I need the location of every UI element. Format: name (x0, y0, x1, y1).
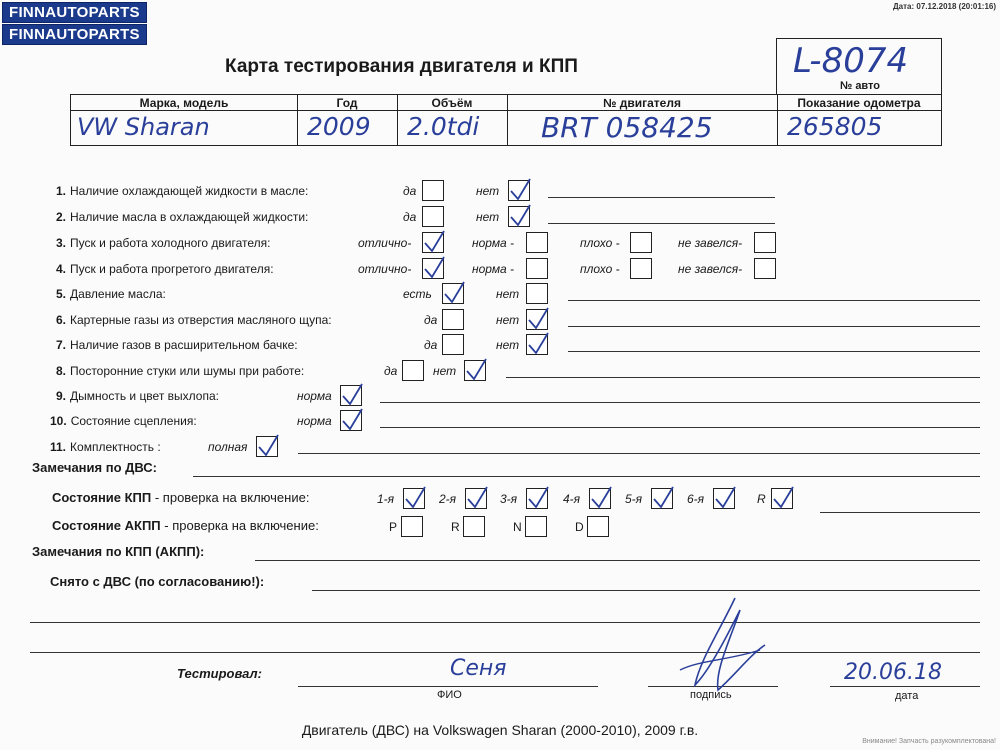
option-checkbox[interactable] (442, 283, 464, 304)
akpp-gear-checkbox[interactable] (587, 516, 609, 537)
option-checkbox[interactable] (508, 206, 530, 227)
kpp-row-label (52, 490, 309, 505)
check-label (56, 262, 274, 276)
option-checkbox[interactable] (526, 309, 548, 330)
option-checkbox[interactable] (422, 258, 444, 279)
notes-line[interactable] (568, 300, 980, 301)
option-checkbox[interactable] (422, 232, 444, 253)
option-label: норма (297, 414, 332, 428)
option-label: да (403, 210, 417, 224)
akpp-gear-checkbox[interactable] (525, 516, 547, 537)
check-text: Дымность и цвет выхлопа: (70, 389, 219, 403)
option-checkbox[interactable] (402, 360, 424, 381)
check-text: Состояние сцепления: (70, 414, 197, 428)
value-engine-number: BRT 058425 (541, 111, 713, 144)
check-text: Пуск и работа холодного двигателя: (70, 236, 271, 250)
check-label (56, 210, 308, 224)
check-text: Пуск и работа прогретого двигателя: (70, 262, 274, 276)
kpp-gear-label: 5-я (625, 492, 643, 506)
check-number: 4. (56, 262, 67, 276)
kpp-gear-checkbox[interactable] (651, 488, 673, 509)
option-label: отлично- (358, 262, 412, 276)
option-label: да (424, 338, 438, 352)
option-checkbox[interactable] (526, 232, 548, 253)
kpp-gear-label: 6-я (687, 492, 705, 506)
check-label (56, 287, 166, 301)
car-number-label: № авто (840, 80, 881, 92)
check-mark-icon (404, 489, 426, 511)
kpp-gear-label: 1-я (377, 492, 395, 506)
option-checkbox[interactable] (526, 283, 548, 304)
car-number: L-8074 (793, 41, 909, 81)
remarks-engine-line[interactable] (193, 476, 980, 477)
remarks-kpp-label: Замечания по КПП (АКПП): (32, 544, 205, 559)
kpp-gear-checkbox[interactable] (771, 488, 793, 509)
check-mark-icon (527, 335, 549, 357)
signature-scribble (660, 590, 780, 700)
akpp-label: Состояние АКПП (52, 518, 161, 533)
date-label: дата (895, 690, 919, 702)
value-year: 2009 (307, 112, 371, 141)
check-text: Наличие масла в охлаждающей жидкости: (70, 210, 309, 224)
remarks-engine-label: Замечания по ДВС: (32, 460, 157, 475)
tested-label: Тестировал: (177, 666, 262, 681)
kpp-line[interactable] (820, 512, 980, 513)
check-mark-icon (341, 411, 363, 433)
header-engine-number: № двигателя (603, 96, 681, 110)
option-label: нет (476, 184, 500, 198)
check-number: 5. (56, 287, 67, 301)
signature-label: подпись (690, 689, 732, 701)
removed-line[interactable] (312, 590, 980, 591)
akpp-gear-label: D (575, 520, 584, 534)
check-text: Наличие охлаждающей жидкости в масле: (70, 184, 309, 198)
option-label: плохо - (580, 236, 620, 250)
check-number: 1. (56, 184, 67, 198)
check-mark-icon (423, 233, 445, 255)
kpp-gear-label: 4-я (563, 492, 581, 506)
option-checkbox[interactable] (508, 180, 530, 201)
brand-logo: FINNAUTOPARTS (2, 2, 147, 23)
value-odometer: 265805 (787, 112, 883, 141)
check-mark-icon (257, 437, 279, 459)
kpp-gear-checkbox[interactable] (403, 488, 425, 509)
kpp-gear-checkbox[interactable] (713, 488, 735, 509)
fio-line[interactable] (298, 686, 598, 687)
check-mark-icon (341, 386, 363, 408)
check-label (56, 313, 332, 327)
caption: Двигатель (ДВС) на Volkswagen Sharan (2000-2010), 2009 г.в. (301, 722, 699, 738)
notes-line[interactable] (568, 326, 980, 327)
option-checkbox[interactable] (630, 258, 652, 279)
option-label: нет (496, 287, 520, 301)
option-checkbox[interactable] (340, 410, 362, 431)
blank-line-2[interactable] (30, 652, 980, 653)
check-label (56, 364, 304, 378)
kpp-gear-label: 2-я (439, 492, 457, 506)
check-mark-icon (423, 259, 445, 281)
option-label: нет (476, 210, 500, 224)
check-number: 8. (56, 364, 67, 378)
header-odometer: Показание одометра (797, 96, 921, 110)
kpp-gear-label: R (757, 492, 766, 506)
blank-line-1[interactable] (30, 622, 980, 623)
option-label: плохо - (580, 262, 620, 276)
check-number: 2. (56, 210, 67, 224)
check-text: Давление масла: (70, 287, 166, 301)
removed-label: Снято с ДВС (по согласованию!): (50, 574, 265, 589)
option-checkbox[interactable] (526, 334, 548, 355)
akpp-row-label (52, 518, 319, 533)
option-checkbox[interactable] (526, 258, 548, 279)
option-checkbox[interactable] (442, 309, 464, 330)
check-mark-icon (772, 489, 794, 511)
header-volume: Объём (431, 96, 473, 110)
kpp-gear-checkbox[interactable] (465, 488, 487, 509)
check-mark-icon (527, 310, 549, 332)
check-mark-icon (509, 207, 531, 229)
option-checkbox[interactable] (256, 436, 278, 457)
akpp-gear-checkbox[interactable] (401, 516, 423, 537)
kpp-gear-label: 3-я (500, 492, 518, 506)
remarks-kpp-line[interactable] (255, 560, 980, 561)
option-label: полная (208, 440, 248, 454)
date-stamp: Дата: 07.12.2018 (20:01:16) (892, 2, 996, 11)
check-label (56, 184, 308, 198)
check-label (50, 440, 161, 454)
check-number: 9. (56, 389, 67, 403)
option-checkbox[interactable] (464, 360, 486, 381)
akpp-gear-label: R (451, 520, 460, 534)
check-number: 3. (56, 236, 67, 250)
tester-name: Сеня (450, 656, 507, 681)
check-number: 7. (56, 338, 67, 352)
option-label: да (384, 364, 398, 378)
option-label: нет (433, 364, 457, 378)
check-text: Наличие газов в расширительном бачке: (70, 338, 298, 352)
watermark: Внимание! Запчасть разукомплектована! (862, 738, 996, 745)
header-year: Год (336, 96, 358, 110)
notes-line[interactable] (380, 402, 980, 403)
akpp-gear-checkbox[interactable] (463, 516, 485, 537)
option-checkbox[interactable] (422, 180, 444, 201)
fio-label: ФИО (437, 689, 462, 701)
option-label: нет (496, 338, 520, 352)
check-mark-icon (527, 489, 549, 511)
notes-line[interactable] (548, 197, 775, 198)
akpp-gear-label: P (389, 520, 398, 534)
option-checkbox[interactable] (422, 206, 444, 227)
check-label (50, 414, 197, 428)
notes-line[interactable] (568, 351, 980, 352)
option-label: норма (297, 389, 332, 403)
info-table (70, 94, 942, 146)
kpp-suffix: - проверка на включение: (151, 490, 310, 505)
option-label: не завелся- (678, 262, 743, 276)
option-checkbox[interactable] (630, 232, 652, 253)
option-label: не завелся- (678, 236, 743, 250)
kpp-gear-checkbox[interactable] (526, 488, 548, 509)
option-label: есть (403, 287, 432, 301)
notes-line[interactable] (298, 453, 980, 454)
notes-line[interactable] (380, 427, 980, 428)
brand-logo-secondary: FINNAUTOPARTS (2, 24, 147, 45)
option-label: да (424, 313, 438, 327)
check-text: Посторонние стуки или шумы при работе: (70, 364, 305, 378)
check-mark-icon (465, 361, 487, 383)
check-mark-icon (466, 489, 488, 511)
check-text: Комплектность : (70, 440, 161, 454)
check-mark-icon (652, 489, 674, 511)
check-label (56, 236, 270, 250)
option-label: нет (496, 313, 520, 327)
header-make-model: Марка, модель (139, 96, 229, 110)
option-label: да (403, 184, 417, 198)
check-mark-icon (509, 181, 531, 203)
option-label: отлично- (358, 236, 412, 250)
notes-line[interactable] (506, 377, 980, 378)
check-number: 10. (50, 414, 67, 428)
option-label: норма - (472, 236, 515, 250)
date-value: 20.06.18 (844, 660, 942, 685)
check-mark-icon (590, 489, 612, 511)
check-text: Картерные газы из отверстия масляного щупа: (70, 313, 332, 327)
page-title: Карта тестирования двигателя и КПП (225, 56, 578, 77)
kpp-gear-checkbox[interactable] (589, 488, 611, 509)
akpp-gear-label: N (513, 520, 522, 534)
option-checkbox[interactable] (754, 258, 776, 279)
kpp-label: Состояние КПП (52, 490, 152, 505)
check-label (56, 338, 298, 352)
check-mark-icon (714, 489, 736, 511)
option-checkbox[interactable] (442, 334, 464, 355)
check-number: 11. (50, 440, 67, 454)
date-line[interactable] (830, 686, 980, 687)
option-label: норма - (472, 262, 515, 276)
akpp-suffix: - проверка на включение: (160, 518, 319, 533)
value-make-model: VW Sharan (77, 113, 210, 141)
table-divider (71, 110, 941, 111)
option-checkbox[interactable] (754, 232, 776, 253)
check-number: 6. (56, 313, 67, 327)
check-label (56, 389, 219, 403)
option-checkbox[interactable] (340, 385, 362, 406)
check-mark-icon (443, 284, 465, 306)
value-volume: 2.0tdi (407, 112, 480, 141)
notes-line[interactable] (548, 223, 775, 224)
